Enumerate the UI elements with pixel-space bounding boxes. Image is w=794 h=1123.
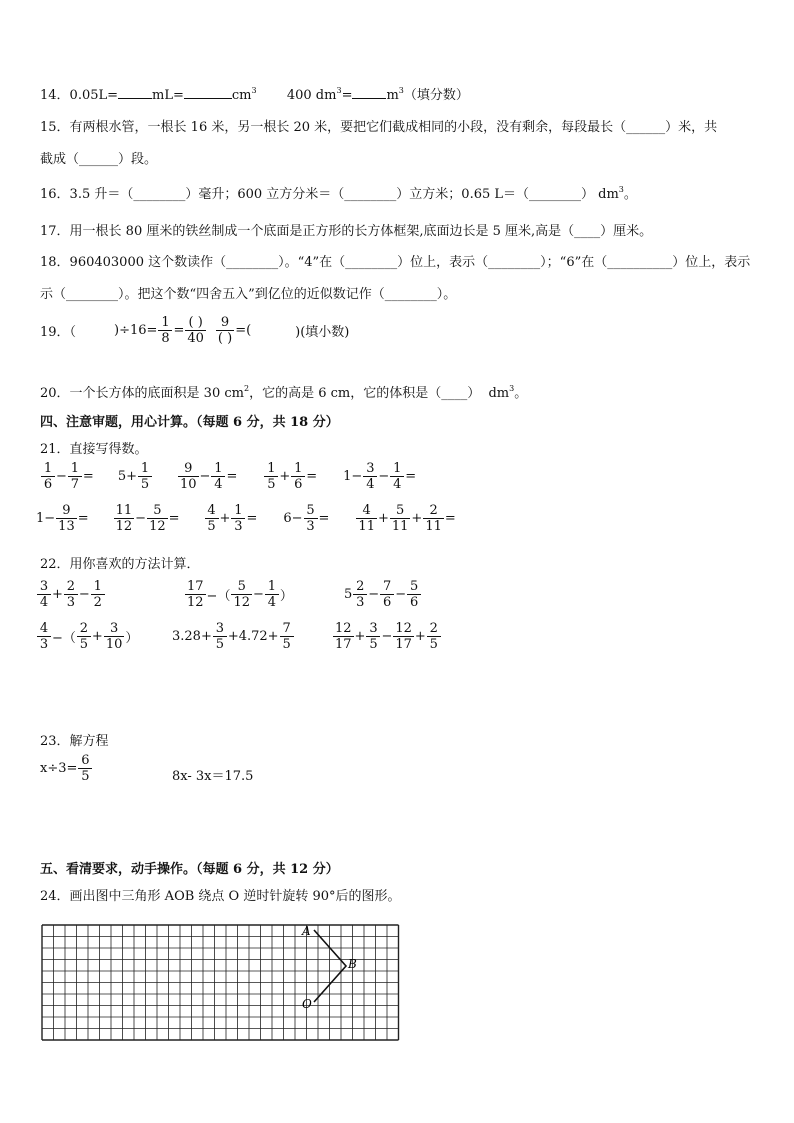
numerator: 12: [335, 621, 352, 636]
denominator: 3: [304, 518, 318, 533]
fraction: [114, 504, 135, 533]
fraction: [380, 580, 394, 609]
denominator: 5: [138, 476, 152, 491]
denominator[interactable]: ( ): [217, 331, 233, 346]
operator: +: [52, 587, 63, 602]
numerator: 1: [294, 461, 303, 476]
q23-eq1-left: x÷3=: [40, 761, 78, 776]
q19-eq2: =(: [235, 323, 252, 338]
fraction: [390, 504, 411, 533]
denominator: 4: [390, 476, 404, 491]
numerator: 7: [383, 579, 392, 594]
q19-tail: )(填小数): [295, 325, 350, 340]
denominator: 5: [366, 636, 380, 651]
q22-expr-6: [332, 622, 442, 651]
numerator: 12: [395, 621, 412, 636]
numerator: 5: [237, 579, 246, 594]
question-24-title: 24．画出图中三角形 AOB 绕点 O 逆时针旋转 90°后的图形。: [40, 889, 401, 904]
fraction: [390, 462, 404, 491]
q19-eq: =: [173, 323, 185, 338]
denominator: 13: [58, 519, 75, 534]
equals: =: [405, 469, 417, 484]
q21-row-1: [40, 462, 416, 491]
q14-part-d: 400 dm: [286, 88, 337, 103]
operator: −: [78, 587, 90, 602]
fraction: [205, 504, 219, 533]
q23-eq1-fraction: [78, 754, 92, 783]
q16-text: 16．3.5 升＝（________）毫升；600 立方分米＝（________）立方米；0.65 L＝（________） dm: [40, 187, 619, 202]
label-a: A: [302, 924, 311, 938]
equals: =: [226, 469, 238, 484]
denominator: 10: [105, 637, 123, 652]
fraction: [91, 580, 105, 609]
calc-item: [355, 504, 455, 533]
fraction: [211, 462, 225, 491]
denominator: 3: [231, 518, 245, 533]
numerator: 5: [409, 579, 419, 594]
fraction: [68, 462, 82, 491]
numerator: 4: [362, 503, 371, 518]
answer-blank[interactable]: [118, 86, 152, 99]
numerator: 5: [306, 503, 315, 518]
numerator: 1: [267, 579, 277, 594]
q21-row-2: [36, 504, 456, 533]
fraction: [264, 462, 278, 491]
answer-blank[interactable]: [184, 86, 232, 99]
fraction: [393, 622, 414, 651]
numerator: 6: [81, 753, 90, 768]
operator: +4.72+: [227, 629, 279, 644]
fraction: [56, 504, 77, 533]
denominator: 12: [149, 519, 166, 534]
calc-item: [118, 462, 153, 491]
question-18-line2: 示（________）。把这个数“四舍五入”到亿位的近似数记作（________）。: [40, 287, 457, 302]
calc-item: [113, 504, 180, 533]
denominator: 5: [78, 768, 92, 783]
operator-text: 5+: [117, 469, 137, 484]
fraction: [37, 580, 51, 609]
question-15-line1: 15．有两根水管，一根长 16 米，另一根长 20 米，要把它们截成相同的小段，没有剩余，每段最长（______）米，共: [40, 120, 718, 135]
denominator: 6: [41, 476, 55, 491]
denominator: 2: [91, 594, 105, 609]
denominator: 8: [158, 330, 172, 345]
numerator: 3: [39, 579, 49, 594]
fraction: [427, 622, 441, 651]
calc-item: [204, 504, 258, 533]
q16-sup: 3: [618, 185, 624, 194]
q19-fraction-3: [216, 316, 234, 345]
numerator: 1: [393, 461, 402, 476]
fraction: [213, 622, 227, 651]
operator: −: [199, 469, 211, 484]
operator: ）: [125, 631, 139, 646]
calc-item: [36, 504, 89, 533]
numerator: 5: [396, 503, 405, 518]
calc-item: [177, 462, 237, 491]
operator: ）: [279, 589, 293, 604]
equals: =: [168, 511, 180, 526]
q14-part-a: 14．0.05L=: [40, 88, 119, 103]
denominator: 5: [205, 518, 219, 533]
numerator: 5: [153, 503, 162, 518]
numerator: 3: [215, 621, 224, 636]
numerator: 1: [214, 461, 223, 476]
numerator: 2: [79, 621, 89, 636]
denominator: 5: [213, 636, 227, 651]
prefix-text: 3.28+: [172, 629, 212, 644]
numerator: 3: [369, 621, 378, 636]
numerator: 2: [429, 621, 438, 636]
question-15-line2: 截成（______）段。: [40, 152, 158, 167]
operator: −（: [206, 589, 231, 604]
denominator: 4: [363, 476, 377, 491]
section-4-heading: 四、注意审题，用心计算。（每题 6 分，共 18 分）: [40, 415, 339, 430]
denominator: 6: [291, 476, 305, 491]
numerator: 4: [39, 621, 49, 636]
question-22-title: 22．用你喜欢的方法计算．: [40, 557, 200, 572]
denominator: 12: [115, 519, 133, 534]
numerator[interactable]: ( ): [188, 315, 203, 330]
fraction: [37, 622, 51, 651]
numerator: 3: [366, 461, 375, 476]
q20-unit-cm: cm: [224, 386, 244, 401]
q20-end: 。: [514, 386, 528, 401]
denominator: 17: [395, 637, 412, 652]
denominator: 10: [179, 477, 197, 492]
numerator: 1: [70, 461, 80, 476]
numerator: 1: [43, 461, 53, 476]
question-16: [40, 183, 637, 202]
equals: =: [444, 511, 456, 526]
denominator: 5: [427, 636, 441, 651]
denominator: 6: [407, 594, 421, 609]
grid-svg[interactable]: [40, 922, 402, 1042]
numerator: 1: [93, 579, 102, 594]
question-18-line1: 18．960403000 这个数读作（________）。“4”在（________）位上，表示（________）；“6”在（__________）位上，表示: [40, 255, 751, 270]
operator: +: [411, 511, 423, 526]
fraction: [407, 580, 421, 609]
q14-unit-m: m: [386, 88, 399, 103]
fraction: [147, 504, 168, 533]
numerator: 1: [140, 461, 150, 476]
fraction: [231, 504, 245, 533]
q22-expr-3: [344, 580, 422, 609]
q19-div: )÷16=: [114, 323, 158, 338]
operator: −: [56, 469, 67, 484]
operator: +: [91, 629, 103, 644]
fraction: [41, 462, 55, 491]
fraction: [64, 580, 78, 609]
label-o: O: [302, 997, 312, 1011]
numerator: 1: [161, 315, 170, 330]
fraction: [265, 580, 279, 609]
denominator: 5: [77, 636, 91, 651]
denominator: 3: [37, 636, 51, 651]
fraction: [366, 622, 380, 651]
question-14: [40, 84, 469, 103]
denominator: 40: [187, 331, 204, 346]
q20-unit-dm: dm: [488, 386, 510, 401]
operator-text: 1−: [343, 469, 363, 484]
equals: =: [77, 511, 89, 526]
calc-item: [40, 462, 94, 491]
denominator: 4: [265, 594, 279, 609]
operator-text: 6−: [283, 511, 303, 526]
q14-unit-cm: cm: [231, 88, 252, 103]
operator: −（: [52, 631, 76, 646]
q22-expr-5: [172, 622, 295, 651]
question-23-title: 23．解方程: [40, 734, 109, 749]
equals: =: [318, 511, 330, 526]
fraction: [185, 580, 206, 609]
equals: =: [82, 469, 94, 484]
operator: +: [219, 511, 231, 526]
q14-sup: 3: [336, 86, 342, 95]
question-19: [40, 316, 349, 345]
q19-fraction-1: [158, 316, 172, 345]
denominator: 11: [391, 519, 409, 534]
q20-part-c: ，它的高是 6 cm，它的体积是（____）: [249, 386, 481, 401]
denominator: 11: [425, 519, 442, 534]
fraction: [280, 622, 294, 651]
denominator: 5: [280, 636, 294, 651]
q14-sup: 3: [251, 86, 257, 95]
operator: −: [135, 511, 147, 526]
q19-fraction-2: [185, 316, 206, 345]
numerator: 4: [207, 503, 216, 518]
equals: =: [246, 511, 258, 526]
q24-grid-figure[interactable]: [40, 922, 402, 1046]
fraction: [231, 580, 252, 609]
q20-sup3: 3: [509, 384, 515, 393]
equals: =: [306, 469, 318, 484]
fraction: [423, 504, 444, 533]
denominator: 12: [233, 595, 250, 610]
q19-prefix: 19．（: [40, 325, 77, 340]
question-21-title: 21．直接写得数。: [40, 442, 148, 457]
denominator: 12: [187, 595, 204, 610]
q14-part-b: mL=: [152, 88, 184, 103]
question-17: 17．用一根长 80 厘米的铁丝制成一个底面是正方形的长方体框架,底面边长是 5 厘米,高是（____）厘米。: [40, 224, 653, 239]
fraction: [363, 462, 377, 491]
operator: −: [378, 469, 390, 484]
q20-sup2: 2: [243, 384, 250, 393]
calc-item: [283, 504, 329, 533]
numerator: 3: [109, 621, 119, 636]
denominator: 4: [37, 594, 51, 609]
q14-sup: 3: [398, 86, 404, 95]
numerator: 1: [234, 503, 243, 518]
calc-item: [343, 462, 416, 491]
q22-expr-2: [184, 580, 293, 609]
denominator: 6: [380, 594, 394, 609]
denominator: 11: [358, 519, 375, 534]
q22-expr-1: [36, 580, 106, 609]
numerator: 9: [62, 503, 71, 518]
operator: +: [354, 629, 366, 644]
operator: +: [279, 469, 291, 484]
numerator: 17: [187, 579, 204, 594]
fraction: [138, 462, 152, 491]
numerator: 9: [184, 461, 193, 476]
numerator: 11: [115, 503, 133, 518]
operator: −: [381, 629, 393, 644]
q20-part-a: 20．一个长方体的底面积是 30: [40, 386, 221, 401]
calc-item: [263, 462, 317, 491]
fraction: [291, 462, 305, 491]
label-b: B: [348, 957, 357, 971]
denominator: 3: [64, 594, 78, 609]
fraction: [77, 622, 91, 651]
q14-eq: =: [341, 88, 353, 103]
operator: −: [368, 587, 380, 602]
operator-text: 1−: [36, 511, 56, 526]
fraction: [333, 622, 354, 651]
operator: +: [414, 629, 426, 644]
numerator: 2: [66, 579, 76, 594]
numerator: 2: [429, 503, 438, 518]
denominator: 17: [335, 637, 352, 652]
q22-expr-4: [36, 622, 138, 651]
operator: −: [395, 587, 407, 602]
fraction: [304, 504, 318, 533]
operator: −: [253, 587, 264, 602]
prefix-text: 5: [344, 587, 353, 602]
fraction: [356, 504, 377, 533]
q14-note: （填分数）: [403, 88, 469, 103]
q16-end: 。: [623, 187, 637, 202]
answer-blank[interactable]: [352, 86, 386, 99]
q23-equation-2: 8x- 3x＝17.5: [172, 769, 254, 784]
denominator: 4: [211, 476, 225, 491]
denominator: 3: [353, 594, 367, 609]
denominator: 5: [264, 476, 278, 491]
operator: +: [377, 511, 389, 526]
section-5-heading: 五、看清要求，动手操作。（每题 6 分，共 12 分）: [40, 862, 339, 877]
fraction: [353, 580, 367, 609]
question-20: [40, 382, 527, 401]
q23-equation-1: [40, 754, 93, 783]
numerator: 1: [267, 461, 276, 476]
fraction: [178, 462, 199, 491]
numerator: 7: [282, 621, 291, 636]
numerator: 9: [220, 315, 230, 330]
denominator: 7: [68, 476, 82, 491]
fraction: [104, 622, 125, 651]
numerator: 2: [356, 579, 365, 594]
